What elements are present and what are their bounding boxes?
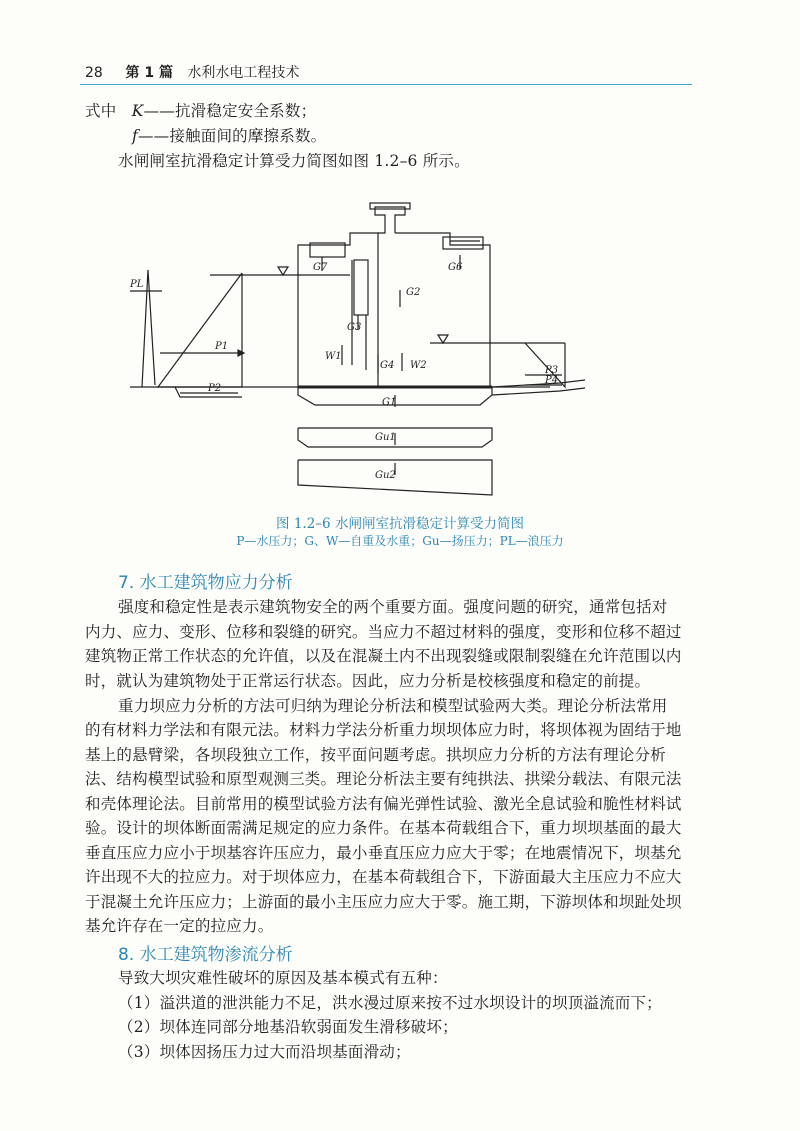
s7-line: 法、结构模型试验和原型观测三类。理论分析法主要有纯拱法、拱梁分载法、有限元法 bbox=[85, 770, 682, 788]
s7-line: 建筑物正常工作状态的允许值，以及在混凝土内不出现裂缝或限制裂缝在允许范围以内 bbox=[85, 647, 682, 665]
page-number: 28 bbox=[85, 65, 103, 81]
s8-list-item: （1）溢洪道的泄洪能力不足，洪水漫过原来按不过水坝设计的坝顶溢流而下； bbox=[118, 994, 662, 1012]
formula-def-f: f——接触面间的摩擦系数。 bbox=[132, 127, 327, 145]
label-gu2: Gu2 bbox=[375, 470, 396, 481]
s7-line: 的有材料力学法和有限元法。材料力学法分析重力坝坝体应力时，将坝体视为固结于地 bbox=[85, 721, 682, 739]
label-gu1: Gu1 bbox=[375, 432, 396, 443]
s7-line: 和壳体理论法。目前常用的模型试验方法有偏光弹性试验、激光全息试验和脆性材料试 bbox=[85, 795, 682, 813]
label-p3: P3 bbox=[545, 365, 559, 376]
s7-line: 强度和稳定性是表示建筑物安全的两个重要方面。强度问题的研究，通常包括对 bbox=[118, 598, 668, 616]
g6-platform bbox=[443, 237, 483, 249]
s7-line: 重力坝应力分析的方法可归纳为理论分析法和模型试验两大类。理论分析法常用 bbox=[118, 697, 668, 715]
label-w1: W1 bbox=[325, 351, 342, 362]
downstream-apron bbox=[492, 380, 585, 387]
label-w2: W2 bbox=[410, 360, 427, 371]
figure-legend: P—水压力；G、W—自重及水重；Gu—扬压力；PL—浪压力 bbox=[236, 534, 564, 548]
label-g1: G1 bbox=[382, 397, 397, 408]
label-p4: P4 bbox=[545, 375, 559, 386]
force-diagram-figure bbox=[120, 175, 600, 505]
s8-list-item: （3）坝体因扬压力过大而沿坝基面滑动； bbox=[118, 1043, 411, 1061]
header-rule bbox=[80, 84, 692, 85]
header-title: 水利水电工程技术 bbox=[187, 65, 300, 81]
s7-line: 验。设计的坝体断面需满足规定的应力条件。在基本荷载组合下，重力坝坝基面的最大 bbox=[85, 819, 682, 837]
s8-list-item: （2）坝体连同部分地基沿软弱面发生滑移破坏； bbox=[118, 1018, 458, 1036]
downstream-level-marker bbox=[438, 335, 448, 343]
label-g3: G3 bbox=[347, 322, 362, 333]
label-p1: P1 bbox=[215, 341, 229, 352]
hoist-mechanism bbox=[375, 207, 405, 233]
label-g6: G6 bbox=[448, 262, 463, 273]
label-g2: G2 bbox=[406, 287, 421, 298]
s7-line: 垂直压应力应小于坝基容许压应力，最小垂直压应力应大于零；在地震情况下，坝基允 bbox=[85, 844, 682, 862]
s7-line: 基允许存在一定的拉应力。 bbox=[85, 917, 274, 935]
intro-paragraph: 水闸闸室抗滑稳定计算受力简图如图 1.2–6 所示。 bbox=[118, 152, 470, 170]
s7-line: 时，就认为建筑物处于正常运行状态。因此，应力分析是校核强度和稳定的前提。 bbox=[85, 672, 651, 690]
figure-caption: 图 1.2–6 水闸闸室抗滑稳定计算受力简图 bbox=[276, 516, 524, 532]
label-p2: P2 bbox=[208, 383, 222, 394]
s7-line: 基上的悬臂梁，各坝段独立工作，按平面问题考虑。拱坝应力分析的方法有理论分析 bbox=[85, 746, 666, 764]
s7-line: 许出现不大的拉应力。对于坝体应力，在基本荷载组合下，下游面最大主压应力不应大 bbox=[85, 868, 682, 886]
gate bbox=[354, 260, 368, 315]
section-8-heading: 8. 水工建筑物渗流分析 bbox=[118, 945, 293, 965]
s8-line: 导致大坝灾难性破坏的原因及基本模式有五种： bbox=[118, 969, 448, 987]
s7-line: 于混凝土允许压应力；上游面的最小主压应力应大于零。施工期，下游坝体和坝趾处坝 bbox=[85, 893, 682, 911]
label-pl: PL bbox=[130, 279, 144, 290]
formula-def-k: 式中 K——抗滑稳定安全系数； bbox=[85, 102, 317, 120]
label-g7: G7 bbox=[313, 262, 328, 273]
label-g4: G4 bbox=[380, 360, 395, 371]
page-header bbox=[85, 62, 695, 82]
upstream-level-marker bbox=[278, 267, 288, 275]
s7-line: 内力、应力、变形、位移和裂缝的研究。当应力不超过材料的强度，变形和位移不超过 bbox=[85, 623, 682, 641]
section-7-heading: 7. 水工建筑物应力分析 bbox=[118, 573, 293, 593]
upstream-pressure-triangle bbox=[158, 273, 242, 387]
header-section: 第 1 篇 bbox=[125, 65, 173, 81]
